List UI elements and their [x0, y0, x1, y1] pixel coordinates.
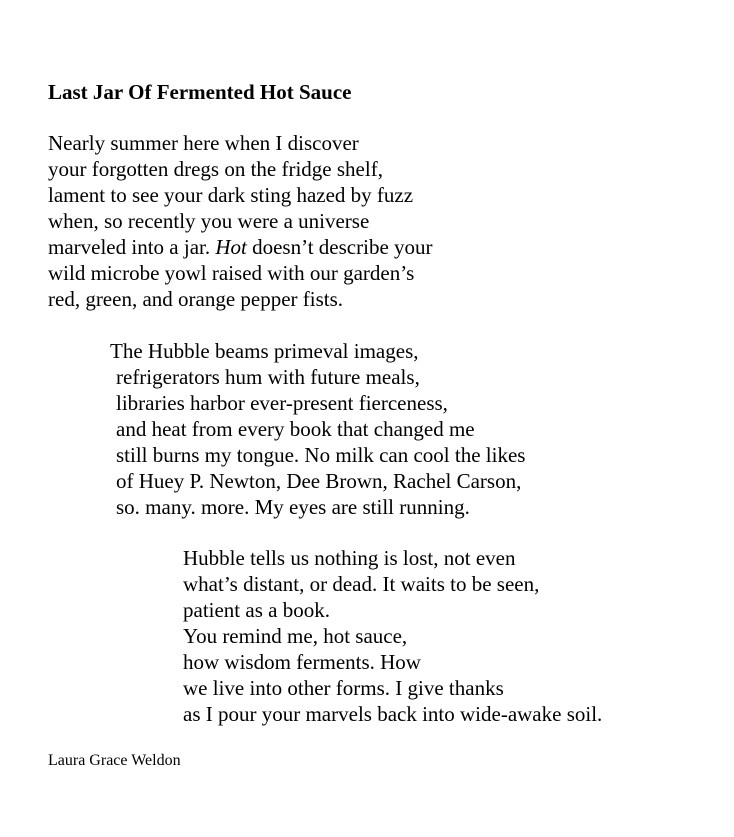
poem-title: Last Jar Of Fermented Hot Sauce: [48, 80, 352, 104]
poem-line: what’s distant, or dead. It waits to be seen,: [183, 572, 540, 596]
poem-line: patient as a book.: [183, 598, 330, 622]
poem-line: wild microbe yowl raised with our garden’s: [48, 261, 415, 285]
author-name: Laura Grace Weldon: [48, 752, 181, 769]
poem-line: lament to see your dark sting hazed by fuzz: [48, 183, 414, 207]
poem-line: The Hubble beams primeval images,: [110, 339, 419, 363]
poem-line: red, green, and orange pepper fists.: [48, 287, 344, 311]
poem-line: Hubble tells us nothing is lost, not even: [183, 546, 516, 570]
poem-line: refrigerators hum with future meals,: [116, 365, 420, 389]
poem-line: as I pour your marvels back into wide-awake soil.: [183, 702, 603, 726]
poem-line: we live into other forms. I give thanks: [183, 676, 504, 700]
line-text-end: doesn’t describe your: [246, 235, 433, 259]
poem-line: your forgotten dregs on the fridge shelf,: [48, 157, 383, 181]
italic-word: Hot: [215, 235, 247, 259]
poem-line: You remind me, hot sauce,: [183, 624, 408, 648]
poem-line: and heat from every book that changed me: [116, 417, 475, 441]
line-text-start: marveled into a jar.: [48, 235, 216, 259]
poem-line: of Huey P. Newton, Dee Brown, Rachel Carson,: [116, 469, 522, 493]
poem-line: when, so recently you were a universe: [48, 209, 370, 233]
stanza-3: [183, 545, 602, 727]
stanza-1: [48, 130, 433, 312]
poem-line: so. many. more. My eyes are still running.: [116, 495, 470, 519]
poem-line: libraries harbor ever-present fierceness,: [116, 391, 448, 415]
poem-line: [48, 234, 433, 260]
stanza-2: [110, 338, 525, 520]
poem-line: how wisdom ferments. How: [183, 650, 421, 674]
poem-line: still burns my tongue. No milk can cool the likes: [116, 443, 526, 467]
poem-line: Nearly summer here when I discover: [48, 131, 359, 155]
